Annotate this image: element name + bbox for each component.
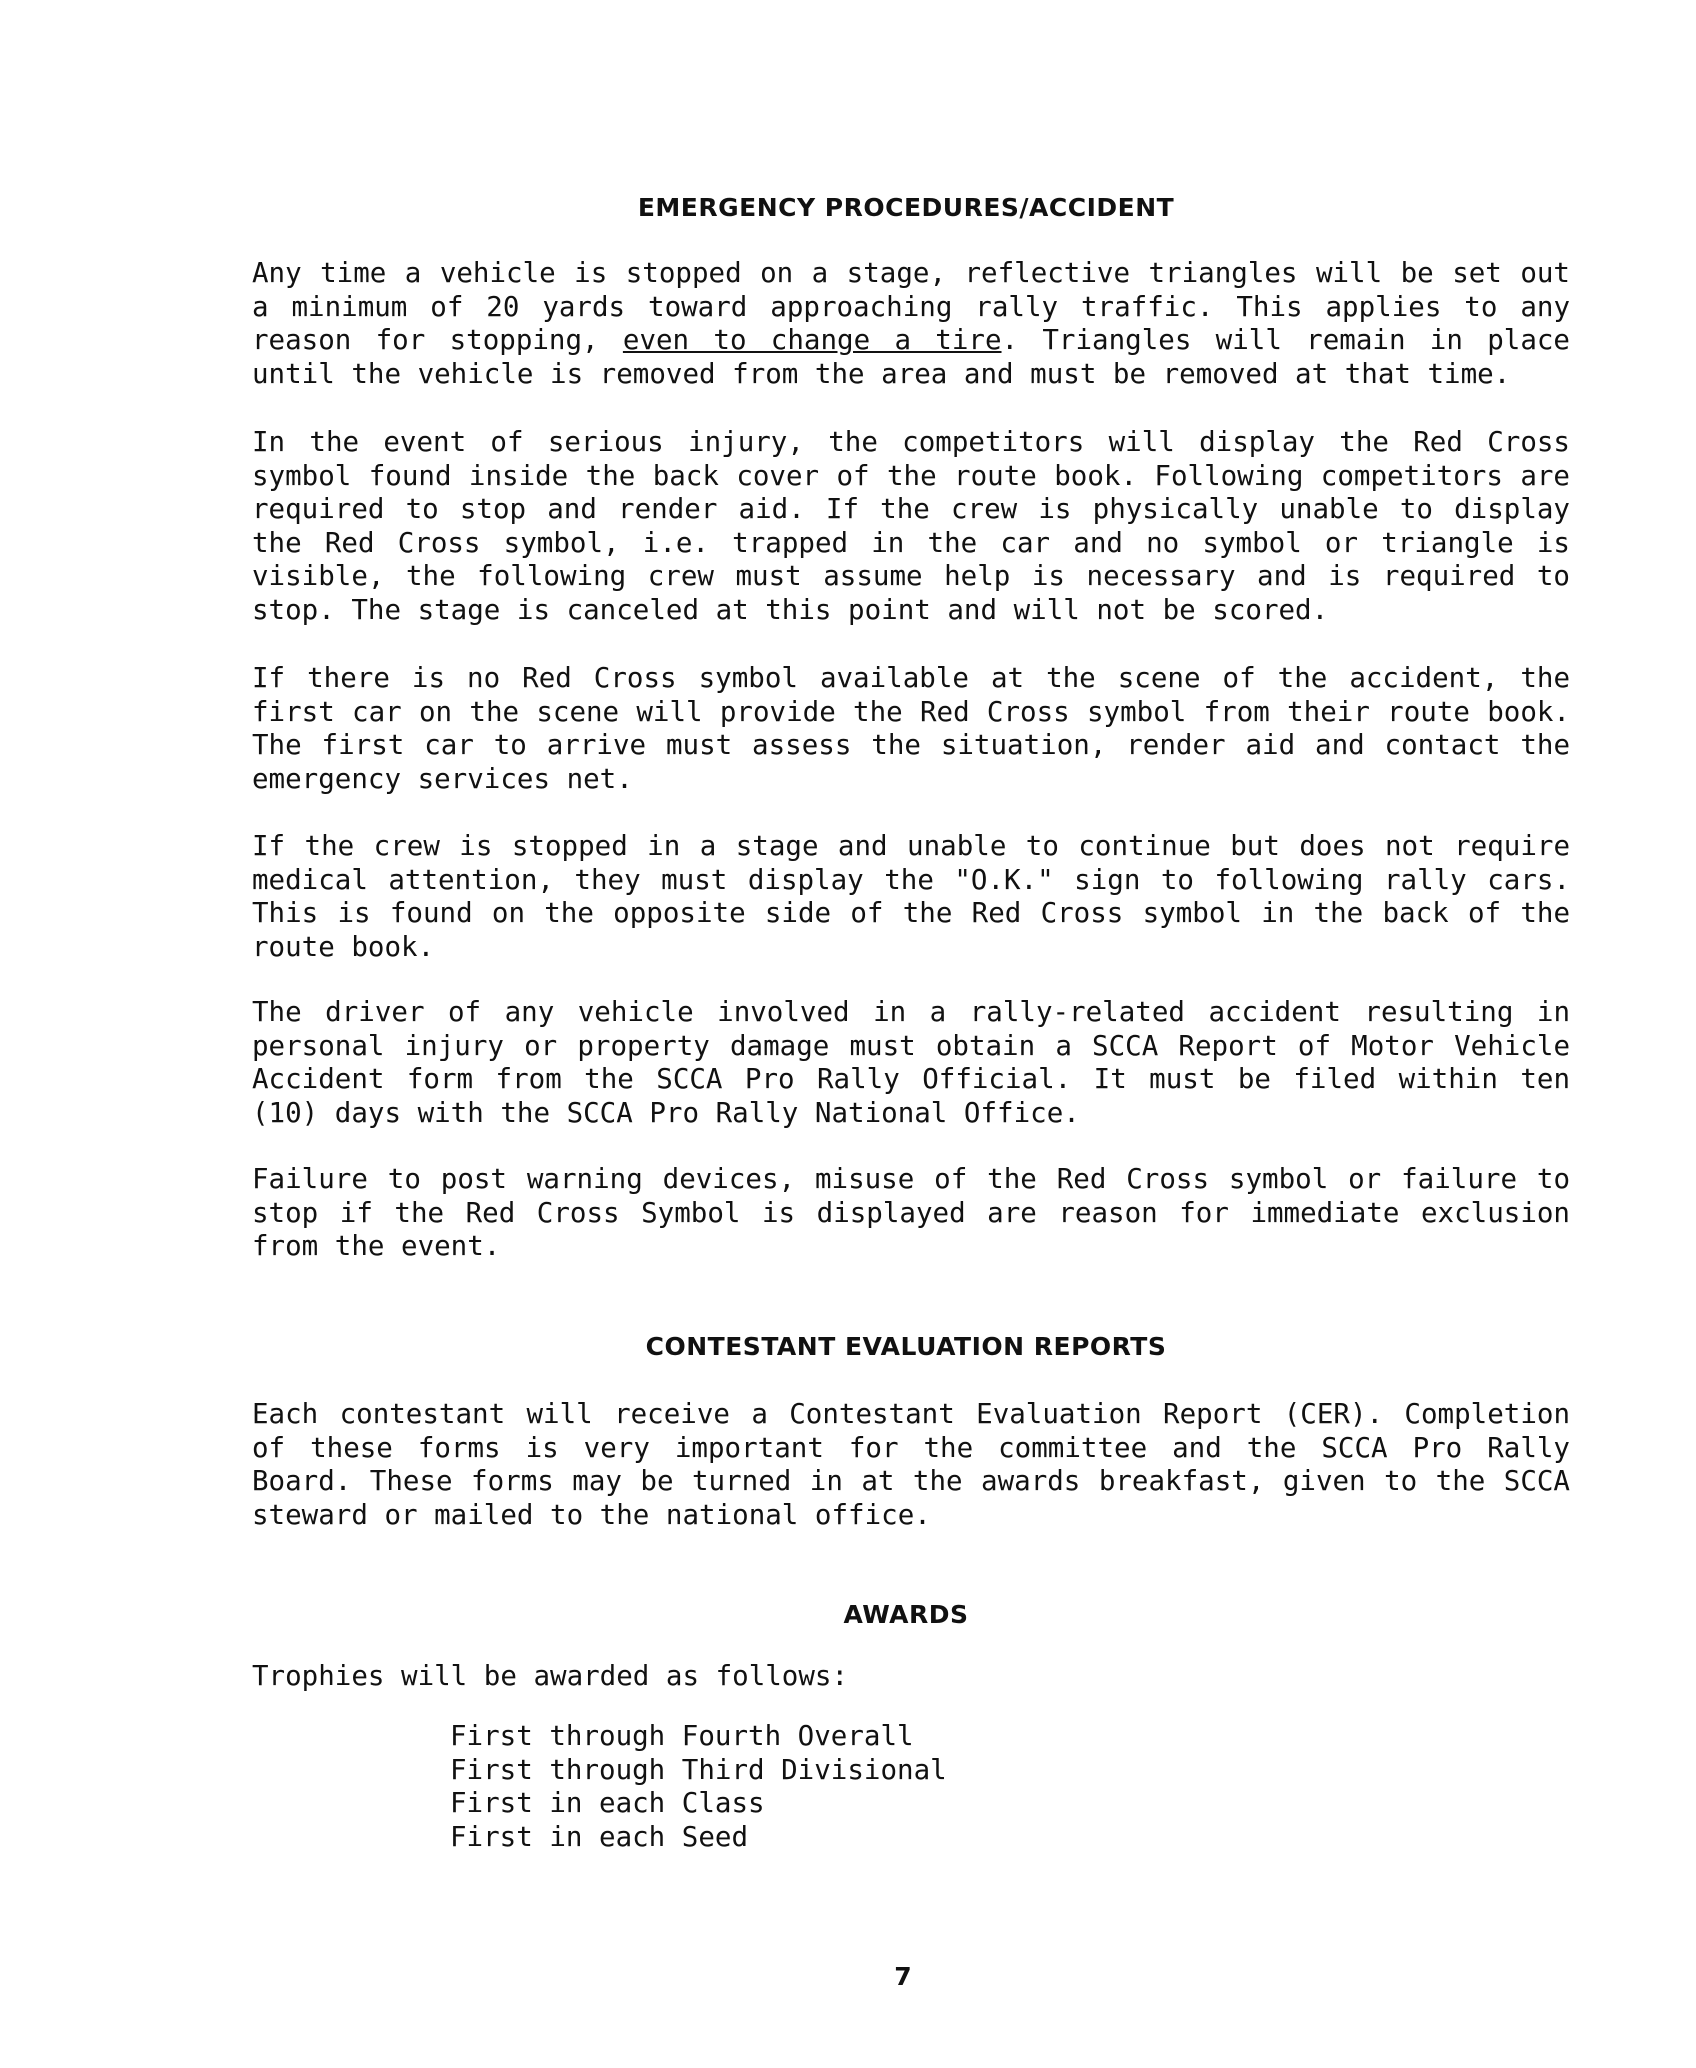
awards-list [450,1720,947,1854]
list-item: First in each Seed [450,1820,749,1853]
paragraph-reflective-triangles [252,257,1570,391]
paragraph-no-red-cross: If there is no Red Cross symbol available at the scene of the accident, the first car on the scene will provide the Red Cross symbol from their route book. The first car to arrive must assess the situation, render aid and contact the emergency services net. [252,662,1570,795]
paragraph-text: Any time a vehicle is stopped on a stage, reflective triangles will be set out a minimum of 20 yards toward approaching rally traffic. This applies to any reason for stopping, [252,257,1570,356]
heading-awards: AWARDS [843,1600,969,1629]
heading-contestant-evaluation: CONTESTANT EVALUATION REPORTS [645,1332,1167,1361]
list-item: First through Fourth Overall [450,1720,914,1752]
paragraph-text: . Triangles will remain in place until the vehicle is removed from the area and must be removed at that time. [252,324,1570,390]
paragraph-exclusion: Failure to post warning devices, misuse of the Red Cross symbol or failure to stop if the Red Cross Symbol is displayed are reason for immediate exclusion from the event. [252,1163,1570,1262]
paragraph-evaluation-reports: Each contestant will receive a Contestant Evaluation Report (CER). Completion of these forms is very important for the committee and the SCCA Pro Rally Board. These forms may be turned in at the awards breakfast, given to the SCCA steward or mailed to the national office. [252,1398,1570,1531]
paragraph-ok-sign: If the crew is stopped in a stage and unable to continue but does not require medical attention, they must display the "O.K." sign to following rally cars. This is found on the opposite side of the Red Cross symbol in the back of the route book. [252,830,1570,963]
paragraph-serious-injury: In the event of serious injury, the competitors will display the Red Cross symbol found inside the back cover of the route book. Following competitors are required to stop and render aid. If the crew is physically unable to display the Red Cross symbol, i.e. trapped in the car and no symbol or triangle is visible, the following crew must assume help is necessary and is required to stop. The stage is canceled at this point and will not be scored. [252,426,1570,626]
heading-emergency-procedures: EMERGENCY PROCEDURES/ACCIDENT [637,193,1175,222]
underlined-phrase: even to change a tire [622,324,1002,356]
page-number: 7 [894,1962,912,1991]
list-item: First in each Class [450,1787,765,1819]
awards-intro: Trophies will be awarded as follows: [252,1660,849,1692]
paragraph-accident-report: The driver of any vehicle involved in a rally-related accident resulting in personal injury or property damage must obtain a SCCA Report of Motor Vehicle Accident form from the SCCA Pro Rally Official. It must be filed within ten (10) days with the SCCA Pro Rally National Office. [252,996,1570,1129]
list-item: First through Third Divisional [450,1753,947,1786]
